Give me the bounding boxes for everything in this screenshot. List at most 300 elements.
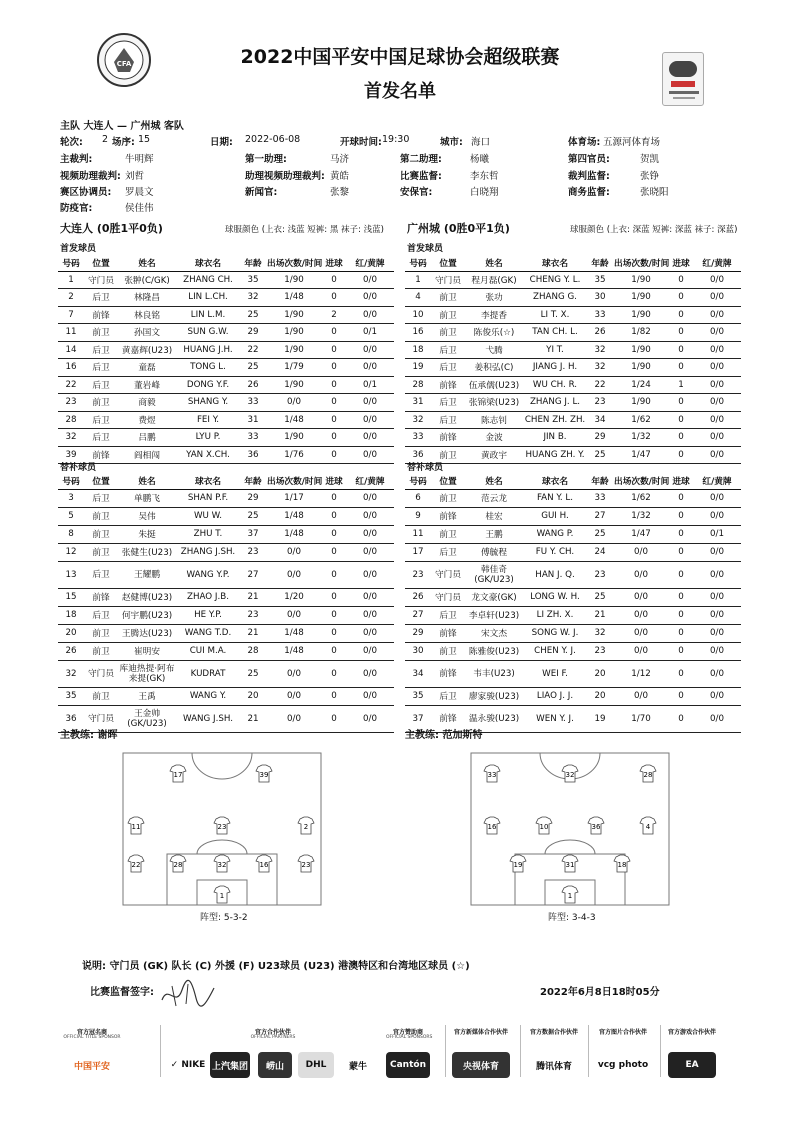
security-value: 白晓翔 <box>470 187 499 198</box>
round-value: 2 <box>102 134 109 145</box>
table-cell: 张健生(U23) <box>118 543 176 561</box>
column-header: 进球 <box>322 256 346 271</box>
table-cell: 0 <box>669 642 693 660</box>
sponsor-caption: 官方游戏合作伙伴 <box>668 1029 717 1036</box>
table-cell: 31 <box>405 394 431 412</box>
table-cell: 25 <box>587 525 613 543</box>
table-cell: 36 <box>240 446 266 464</box>
column-header: 红/黄牌 <box>693 474 741 489</box>
table-cell: 董岩峰 <box>118 376 176 394</box>
table-cell: 21 <box>240 588 266 606</box>
table-cell: SHAN P.F. <box>176 489 240 507</box>
table-cell: 0 <box>669 606 693 624</box>
table-cell: 前锋 <box>431 705 465 732</box>
table-cell: 0 <box>322 624 346 642</box>
table-cell: 25 <box>587 446 613 464</box>
column-header: 红/黄牌 <box>693 256 741 271</box>
table-cell: 0/0 <box>266 561 322 588</box>
table-cell: 1/70 <box>613 705 669 732</box>
table-row <box>405 687 741 705</box>
table-cell: 0/0 <box>693 660 741 687</box>
sponsor-logo: DHL <box>298 1052 334 1078</box>
table-cell: 陈俊乐(☆) <box>465 324 523 342</box>
column-header: 年龄 <box>240 256 266 271</box>
table-cell: 0/0 <box>693 289 741 307</box>
table-cell: 35 <box>240 271 266 289</box>
table-cell: 0/0 <box>266 660 322 687</box>
player-number: 16 <box>259 861 269 869</box>
table-cell: 王禹 <box>118 687 176 705</box>
table-cell: 0 <box>669 359 693 377</box>
press-value: 张黎 <box>330 187 350 198</box>
table-cell: 吕鹏 <box>118 429 176 447</box>
column-header: 年龄 <box>587 256 613 271</box>
player-number: 17 <box>173 771 183 779</box>
table-cell: 黄政宇 <box>465 446 523 464</box>
table-cell: 32 <box>240 289 266 307</box>
table-cell: 0/0 <box>693 606 741 624</box>
table-cell: GUI H. <box>523 507 587 525</box>
table-cell: 26 <box>240 376 266 394</box>
table-cell: 25 <box>240 660 266 687</box>
table-cell: 16 <box>58 359 84 377</box>
column-header: 进球 <box>322 474 346 489</box>
csl-logo <box>662 52 704 106</box>
table-cell: 张翀(C/GK) <box>118 271 176 289</box>
table-cell: 1/90 <box>613 271 669 289</box>
table-cell: 范云龙 <box>465 489 523 507</box>
table-cell: 23 <box>587 561 613 588</box>
table-cell: 前锋 <box>84 306 118 324</box>
table-cell: 30 <box>405 642 431 660</box>
column-header: 球衣名 <box>176 256 240 271</box>
table-cell: 0 <box>669 341 693 359</box>
table-row <box>405 561 741 588</box>
away-starters-title: 首发球员 <box>407 244 444 254</box>
table-cell: 朱挺 <box>118 525 176 543</box>
table-cell: 后卫 <box>84 289 118 307</box>
table-row <box>58 359 394 377</box>
table-header-row <box>58 474 394 489</box>
table-cell: 23 <box>587 394 613 412</box>
table-cell: 33 <box>240 429 266 447</box>
ar2-value: 杨曦 <box>470 154 490 165</box>
referee-label: 主裁判: <box>60 154 93 165</box>
table-row <box>58 588 394 606</box>
table-cell: 0 <box>669 489 693 507</box>
table-cell: HUANG J.H. <box>176 341 240 359</box>
table-cell: 0/0 <box>266 687 322 705</box>
kickoff-label: 开球时间: <box>340 137 382 148</box>
table-cell: 32 <box>58 429 84 447</box>
table-row <box>58 507 394 525</box>
table-cell: 16 <box>405 324 431 342</box>
table-cell: 0 <box>322 341 346 359</box>
table-cell: 0/0 <box>346 705 394 732</box>
player-number: 4 <box>645 823 651 831</box>
sponsor-logo: 上汽集团 <box>210 1052 250 1078</box>
table-cell: 32 <box>587 341 613 359</box>
table-cell: 3 <box>58 489 84 507</box>
table-row <box>58 289 394 307</box>
table-cell: 20 <box>587 660 613 687</box>
table-cell: 1/90 <box>266 324 322 342</box>
table-cell: KUDRAT <box>176 660 240 687</box>
table-cell: 34 <box>587 411 613 429</box>
table-row <box>405 359 741 377</box>
table-cell: 0/0 <box>346 271 394 289</box>
table-cell: 后卫 <box>84 411 118 429</box>
table-cell: 0/0 <box>266 543 322 561</box>
table-cell: LI T. X. <box>523 306 587 324</box>
table-cell: 吴伟 <box>118 507 176 525</box>
table-cell: ZHU T. <box>176 525 240 543</box>
table-row <box>58 306 394 324</box>
table-cell: 37 <box>405 705 431 732</box>
table-cell: HAN J. Q. <box>523 561 587 588</box>
table-cell: LONG W. H. <box>523 588 587 606</box>
table-cell: 0/0 <box>613 606 669 624</box>
table-row <box>58 411 394 429</box>
table-cell: 0 <box>322 525 346 543</box>
table-cell: 29 <box>240 324 266 342</box>
table-cell: 1 <box>405 271 431 289</box>
table-cell: 廖家骏(U23) <box>465 687 523 705</box>
fourth-value: 贺凯 <box>640 154 660 165</box>
date-label: 日期: <box>210 137 233 148</box>
table-cell: 0/0 <box>693 561 741 588</box>
away-coach-name: 范加斯特 <box>442 730 483 741</box>
table-cell: 1/90 <box>266 306 322 324</box>
table-cell: 0 <box>669 289 693 307</box>
table-cell: 王腾达(U23) <box>118 624 176 642</box>
sponsor-logo: ✓ NIKE <box>168 1052 208 1078</box>
table-cell: 0/1 <box>346 376 394 394</box>
column-header: 年龄 <box>240 474 266 489</box>
page-subtitle: 首发名单 <box>364 81 436 102</box>
table-cell: 1/90 <box>613 341 669 359</box>
table-cell: 守门员 <box>84 660 118 687</box>
player-number: 36 <box>591 823 601 831</box>
table-cell: 39 <box>58 446 84 464</box>
table-cell: 前锋 <box>431 429 465 447</box>
table-cell: 0 <box>322 705 346 732</box>
table-cell: 0 <box>669 324 693 342</box>
ref-supervisor-value: 张铮 <box>640 171 660 182</box>
page-title: 2022中国平安中国足球协会超级联赛 <box>240 46 560 68</box>
table-cell: 1/32 <box>613 507 669 525</box>
press-label: 新闻官: <box>245 187 278 198</box>
table-cell: 0 <box>669 306 693 324</box>
table-cell: 0 <box>669 394 693 412</box>
table-cell: 23 <box>58 394 84 412</box>
doping-value: 侯佳伟 <box>125 203 154 214</box>
table-cell: 0/0 <box>693 411 741 429</box>
table-cell: 1/90 <box>266 341 322 359</box>
table-cell: 25 <box>587 588 613 606</box>
column-header: 球衣名 <box>523 474 587 489</box>
table-cell: WU CH. R. <box>523 376 587 394</box>
commercial-value: 张晓阳 <box>640 187 669 198</box>
table-cell: 0 <box>669 660 693 687</box>
column-header: 号码 <box>405 256 431 271</box>
table-cell: 0/0 <box>346 394 394 412</box>
table-cell: 后卫 <box>84 561 118 588</box>
table-cell: 0/0 <box>693 507 741 525</box>
table-cell: 前锋 <box>431 660 465 687</box>
table-cell: 4 <box>405 289 431 307</box>
match-no-label: 场序: <box>112 137 135 148</box>
table-cell: 0/0 <box>613 588 669 606</box>
table-cell: WEN Y. J. <box>523 705 587 732</box>
table-cell: FU Y. CH. <box>523 543 587 561</box>
table-cell: 1/90 <box>613 289 669 307</box>
table-row <box>58 376 394 394</box>
player-number: 32 <box>565 771 575 779</box>
table-row <box>405 324 741 342</box>
table-cell: 守门员 <box>84 271 118 289</box>
table-cell: 0 <box>322 429 346 447</box>
table-row <box>405 489 741 507</box>
column-header: 球衣名 <box>176 474 240 489</box>
table-row <box>405 394 741 412</box>
sponsor-divider <box>160 1025 161 1077</box>
table-cell: 0 <box>322 561 346 588</box>
table-cell: 32 <box>405 411 431 429</box>
table-cell: 0 <box>669 446 693 464</box>
table-cell: 36 <box>405 446 431 464</box>
table-cell: 1/48 <box>266 507 322 525</box>
table-cell: 0/0 <box>693 642 741 660</box>
table-cell: WANG J.SH. <box>176 705 240 732</box>
table-row <box>405 606 741 624</box>
table-cell: 1/90 <box>613 306 669 324</box>
table-cell: WU W. <box>176 507 240 525</box>
table-cell: 1/90 <box>613 394 669 412</box>
table-cell: WANG T.D. <box>176 624 240 642</box>
sponsor-divider <box>445 1025 446 1077</box>
table-cell: 0/0 <box>346 624 394 642</box>
table-cell: 22 <box>240 341 266 359</box>
table-cell: 程月磊(GK) <box>465 271 523 289</box>
table-cell: 单鹏飞 <box>118 489 176 507</box>
table-cell: 0 <box>669 507 693 525</box>
table-cell: 1/90 <box>266 429 322 447</box>
table-row <box>405 525 741 543</box>
table-cell: 21 <box>587 606 613 624</box>
table-cell: 1/24 <box>613 376 669 394</box>
table-cell: 0/0 <box>693 359 741 377</box>
table-row <box>405 429 741 447</box>
column-header: 球衣名 <box>523 256 587 271</box>
table-cell: 1/48 <box>266 289 322 307</box>
table-cell: 0/0 <box>693 324 741 342</box>
table-cell: 林隆昌 <box>118 289 176 307</box>
table-cell: 19 <box>405 359 431 377</box>
table-cell: JIANG J. H. <box>523 359 587 377</box>
table-header-row <box>58 256 394 271</box>
table-cell: 24 <box>587 543 613 561</box>
table-cell: 龙文豪(GK) <box>465 588 523 606</box>
table-row <box>58 271 394 289</box>
table-cell: 韩佳奇(GK/U23) <box>465 561 523 588</box>
table-cell: 33 <box>240 394 266 412</box>
table-cell: 0/0 <box>693 624 741 642</box>
table-cell: FAN Y. L. <box>523 489 587 507</box>
table-cell: 0/0 <box>693 543 741 561</box>
table-header-row <box>405 474 741 489</box>
table-cell: 20 <box>58 624 84 642</box>
table-cell: 0/0 <box>693 687 741 705</box>
table-cell: 35 <box>587 271 613 289</box>
away-formation: 阵型: 3-4-3 <box>548 913 596 923</box>
table-cell: 前卫 <box>431 525 465 543</box>
table-cell: 前锋 <box>431 624 465 642</box>
table-row <box>58 624 394 642</box>
table-row <box>58 429 394 447</box>
table-row <box>58 606 394 624</box>
city-value: 海口 <box>471 137 491 148</box>
column-header: 红/黄牌 <box>346 474 394 489</box>
table-cell: 0/0 <box>693 341 741 359</box>
player-number: 39 <box>259 771 269 779</box>
table-cell: 0/0 <box>346 642 394 660</box>
commercial-label: 商务监督: <box>568 187 610 198</box>
table-row <box>405 271 741 289</box>
table-cell: 0 <box>669 543 693 561</box>
table-cell: 14 <box>58 341 84 359</box>
coordinator-label: 赛区协调员: <box>60 187 112 198</box>
table-cell: ZHAO J.B. <box>176 588 240 606</box>
table-cell: 0 <box>322 376 346 394</box>
table-cell: 33 <box>587 306 613 324</box>
table-cell: 1/62 <box>613 411 669 429</box>
table-cell: 前锋 <box>84 588 118 606</box>
column-header: 出场次数/时间 <box>266 256 322 271</box>
table-cell: 28 <box>405 376 431 394</box>
table-row <box>405 446 741 464</box>
table-cell: 35 <box>58 687 84 705</box>
ar2-label: 第二助理: <box>400 154 442 165</box>
home-subs-table <box>58 474 394 733</box>
table-cell: 0/0 <box>346 446 394 464</box>
sponsor-subcaption: OFFICIAL SPONSORS <box>386 1035 433 1040</box>
table-cell: 0/0 <box>346 543 394 561</box>
table-cell: FEI Y. <box>176 411 240 429</box>
table-cell: 1/20 <box>266 588 322 606</box>
player-number: 16 <box>487 823 497 831</box>
home-formation: 阵型: 5-3-2 <box>200 913 248 923</box>
player-number: 28 <box>173 861 183 869</box>
table-cell: 0/0 <box>613 543 669 561</box>
table-cell: 1/17 <box>266 489 322 507</box>
table-cell: 0 <box>669 411 693 429</box>
column-header: 号码 <box>58 256 84 271</box>
table-cell: WANG Y.P. <box>176 561 240 588</box>
table-cell: 0 <box>322 507 346 525</box>
table-cell: 1/32 <box>613 429 669 447</box>
column-header: 号码 <box>58 474 84 489</box>
table-cell: 30 <box>587 289 613 307</box>
coordinator-value: 罗晨文 <box>125 187 154 198</box>
table-cell: 0/0 <box>613 624 669 642</box>
table-cell: 0/0 <box>346 660 394 687</box>
table-cell: 1/48 <box>266 411 322 429</box>
column-header: 红/黄牌 <box>346 256 394 271</box>
table-cell: 0/0 <box>346 606 394 624</box>
table-cell: CUI M.A. <box>176 642 240 660</box>
table-cell: 19 <box>587 705 613 732</box>
sponsor-caption: 官方图片合作伙伴 <box>598 1029 647 1036</box>
table-cell: CHEN ZH. ZH. <box>523 411 587 429</box>
home-starters-table <box>58 256 394 464</box>
table-cell: 37 <box>240 525 266 543</box>
table-row <box>58 394 394 412</box>
table-cell: 2 <box>322 306 346 324</box>
home-coach-label: 主教练: <box>60 730 94 741</box>
table-cell: 前卫 <box>84 507 118 525</box>
table-row <box>58 324 394 342</box>
table-cell: 17 <box>405 543 431 561</box>
column-header: 位置 <box>84 474 118 489</box>
table-cell: 26 <box>58 642 84 660</box>
table-cell: 1/90 <box>266 376 322 394</box>
table-cell: 0/0 <box>266 606 322 624</box>
table-cell: 32 <box>58 660 84 687</box>
table-cell: 韦丰(U23) <box>465 660 523 687</box>
player-number: 1 <box>219 892 225 900</box>
player-number: 18 <box>617 861 627 869</box>
table-cell: 后卫 <box>431 411 465 429</box>
table-cell: 后卫 <box>431 394 465 412</box>
home-formation-pitch <box>122 752 322 906</box>
table-cell: 0/0 <box>346 561 394 588</box>
table-cell: 0/0 <box>346 525 394 543</box>
table-row <box>405 624 741 642</box>
player-number: 1 <box>567 892 573 900</box>
table-cell: 0 <box>322 271 346 289</box>
table-cell: 18 <box>405 341 431 359</box>
table-row <box>58 489 394 507</box>
table-cell: 前卫 <box>84 642 118 660</box>
table-cell: 29 <box>587 429 613 447</box>
ar1-value: 马济 <box>330 154 350 165</box>
away-kit: 球服颜色 (上衣: 深蓝 短裤: 深蓝 袜子: 深蓝) <box>570 225 738 235</box>
table-cell: 傅毓程 <box>465 543 523 561</box>
avar-value: 黄皓 <box>330 171 350 182</box>
sponsor-logo: 崂山 <box>258 1052 292 1078</box>
table-row <box>405 411 741 429</box>
table-cell: SHANG Y. <box>176 394 240 412</box>
table-cell: WANG P. <box>523 525 587 543</box>
table-cell: 库迪热提·阿布来提(GK) <box>118 660 176 687</box>
home-coach <box>60 726 117 741</box>
table-cell: 25 <box>240 507 266 525</box>
table-cell: 0 <box>322 687 346 705</box>
column-header: 姓名 <box>465 474 523 489</box>
sponsor-subcaption: OFFICIAL PARTNERS <box>250 1035 296 1040</box>
table-cell: 27 <box>240 561 266 588</box>
sponsor-caption: 官方合作伙伴 <box>254 1029 291 1036</box>
sponsor-logo: 蒙牛 <box>340 1052 376 1078</box>
table-cell: 36 <box>58 705 84 732</box>
table-cell: 0/0 <box>346 429 394 447</box>
column-header: 姓名 <box>465 256 523 271</box>
table-cell: 0/0 <box>346 306 394 324</box>
table-row <box>405 376 741 394</box>
sponsor-subcaption: OFFICIAL TITLE SPONSOR <box>63 1035 121 1040</box>
table-cell: 陈志钊 <box>465 411 523 429</box>
